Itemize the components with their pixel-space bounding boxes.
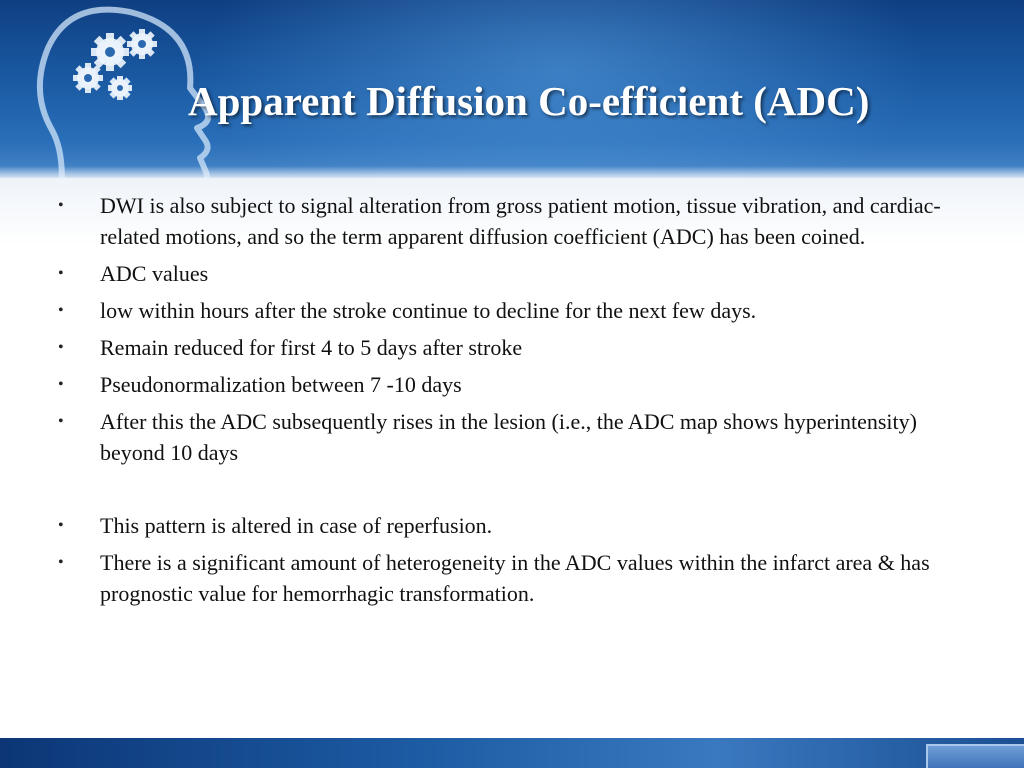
bullet-marker: • — [58, 265, 64, 282]
bullet-text: After this the ADC subsequently rises in the lesion (i.e., the ADC map shows hyperintensity) beyond 10 days — [100, 409, 917, 465]
bullet-text: DWI is also subject to signal alteration from gross patient motion, tissue vibration, and cardiac-related motions, and so the term apparent diffusion coefficient (ADC) has been coined. — [100, 193, 941, 249]
bullet-text: low within hours after the stroke continue to decline for the next few days. — [100, 298, 757, 323]
bullet-list — [0, 190, 1024, 615]
bullet-item — [0, 332, 1024, 363]
bullet-text: Pseudonormalization between 7 -10 days — [100, 372, 462, 397]
bullet-item — [0, 406, 1024, 468]
bullet-marker: • — [58, 554, 64, 571]
bullet-item — [0, 258, 1024, 289]
bullet-item — [0, 190, 1024, 252]
bullet-item — [0, 547, 1024, 609]
bullet-text: Remain reduced for first 4 to 5 days after stroke — [100, 335, 523, 360]
slide-footer-bar — [0, 738, 1024, 768]
bullet-text: There is a significant amount of heterogeneity in the ADC values within the infarct area & has prognostic value for hemorrhagic transformation. — [100, 550, 930, 606]
bullet-text: This pattern is altered in case of reperfusion. — [100, 513, 493, 538]
slide-footer-tab — [926, 744, 1024, 768]
bullet-marker: • — [58, 302, 64, 319]
bullet-marker: • — [58, 339, 64, 356]
bullet-marker: • — [58, 517, 64, 534]
bullet-item — [0, 369, 1024, 400]
bullet-item — [0, 510, 1024, 541]
bullet-marker: • — [58, 413, 64, 430]
bullet-text: ADC values — [100, 261, 209, 286]
bullet-marker: • — [58, 376, 64, 393]
bullet-item — [0, 295, 1024, 326]
slide-title: Apparent Diffusion Co-efficient (ADC) — [188, 78, 870, 124]
slide-header — [0, 0, 1024, 178]
bullet-marker: • — [58, 197, 64, 214]
